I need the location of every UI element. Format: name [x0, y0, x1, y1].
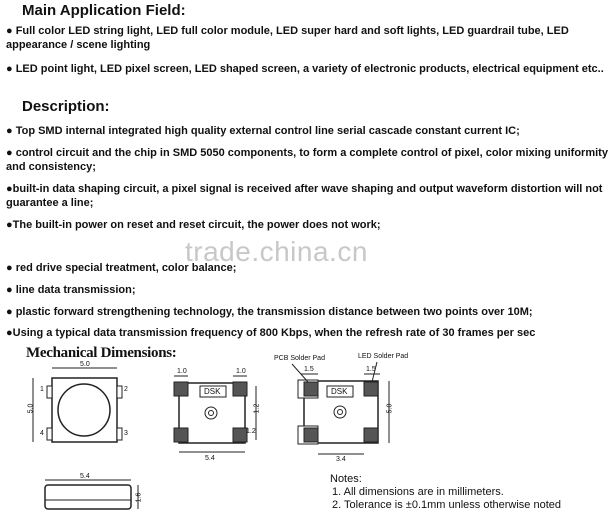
footprint-gap: 1.2	[246, 428, 256, 435]
led-pad-2	[364, 382, 378, 396]
mechanical-title: Mechanical Dimensions:	[26, 345, 177, 361]
notes-title: Notes:	[330, 473, 362, 485]
footprint-pad-2	[233, 382, 247, 396]
application-heading: Main Application Field:	[22, 2, 186, 19]
pin-label-2: 2	[124, 386, 128, 393]
description-item-1: ● Top SMD internal integrated high quality external control line serial cascade constant current IC;	[6, 125, 520, 137]
footprint-pad-width-right: 1.0	[236, 368, 246, 375]
led-pad-3	[364, 428, 378, 442]
footprint-pad-height: 1.2	[253, 403, 261, 414]
application-item-2: ● LED point light, LED pixel screen, LED shaped screen, a variety of electronic products, electrical equipment etc..	[6, 63, 604, 75]
pin-4-pad	[47, 428, 52, 440]
pin-label-3: 3	[124, 430, 128, 437]
note-1: 1. All dimensions are in millimeters.	[332, 486, 504, 498]
description-item-2: ● control circuit and the chip in SMD 5050 components, to form a complete control of pixel, color mixing uniformity and consistency;	[6, 147, 608, 173]
footprint-pad-width-left: 1.0	[177, 368, 187, 375]
solder-height: 5.0	[386, 403, 394, 414]
footprint-pad-4	[174, 428, 188, 442]
pin-label-4: 4	[40, 430, 44, 437]
description-item-8: ●Using a typical data transmission frequency of 800 Kbps, when the refresh rate of 30 frames per sec	[6, 327, 536, 339]
description-item-5: ● red drive special treatment, color balance;	[6, 262, 237, 274]
solder-pad-width-right: 1.5	[366, 366, 376, 373]
pin-1-pad	[47, 386, 52, 398]
description-item-4: ●The built-in power on reset and reset circuit, the power does not work;	[6, 219, 381, 231]
footprint-pitch: 5.4	[205, 455, 215, 462]
solder-center-inner	[338, 410, 343, 415]
dim-width: 5.0	[80, 361, 90, 368]
pcb-solder-pad-label: PCB Solder Pad	[274, 355, 325, 362]
watermark: trade.china.cn	[185, 236, 368, 267]
dim-height: 5.0	[27, 403, 35, 414]
description-heading: Description:	[22, 98, 110, 115]
description-item-3: ●built-in data shaping circuit, a pixel signal is received after wave shaping and output waveform distortion will not guarantee a line;	[6, 183, 603, 209]
led-pad-4	[304, 428, 318, 442]
pin-label-1: 1	[40, 386, 44, 393]
solder-marking: DSK	[331, 387, 348, 396]
led-lens	[58, 384, 110, 436]
side-body	[45, 485, 131, 509]
center-mark-inner	[209, 411, 214, 416]
solder-pad-view	[292, 362, 389, 454]
solder-center-outer	[334, 406, 346, 418]
solder-pad-width-left: 1.5	[304, 366, 314, 373]
footprint-pad-1	[174, 382, 188, 396]
front-view	[33, 368, 122, 442]
pin-3-pad	[117, 428, 122, 440]
application-item-1: ● Full color LED string light, LED full color module, LED super hard and soft lights, LED guardrail tube, LED appearance / scene lighting	[6, 25, 569, 51]
led-body	[52, 378, 117, 442]
notes	[330, 473, 561, 512]
led-solder-pad-label: LED Solder Pad	[358, 353, 409, 360]
pin-2-pad	[117, 386, 122, 398]
side-view	[45, 480, 138, 509]
footprint-marking: DSK	[204, 387, 221, 396]
footprint-pad-3	[233, 428, 247, 442]
solder-span: 3.4	[336, 456, 346, 463]
center-mark-outer	[205, 407, 217, 419]
side-width: 5.4	[80, 473, 90, 480]
description-item-7: ● plastic forward strengthening technology, the transmission distance between two points over 10M;	[6, 306, 533, 318]
led-pad-1	[304, 382, 318, 396]
note-2: 2. Tolerance is ±0.1mm unless otherwise noted	[332, 499, 562, 511]
side-thickness: 1.6	[135, 492, 143, 503]
description-item-6: ● line data transmission;	[6, 284, 136, 296]
